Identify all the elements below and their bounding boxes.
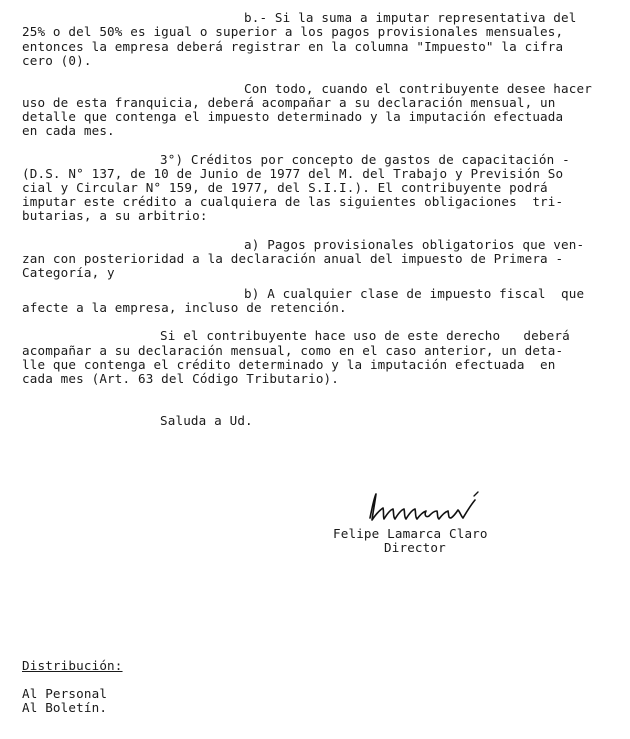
item-b-line-3: entonces la empresa deberá registrar en la columna "Impuesto" la cifra [22,39,564,54]
signatory-name: Felipe Lamarca Claro [333,526,488,541]
derecho-line-4: cada mes (Art. 63 del Código Tributario). [22,371,340,386]
item-3-line-5: butarias, a su arbitrio: [22,208,208,223]
derecho-line-1: Si el contribuyente hace uso de este derecho deberá [160,328,570,343]
item-b-line-2: 25% o del 50% es igual o superior a los pagos provisionales mensuales, [22,24,564,39]
item-a-line-3: Categoría, y [22,265,115,280]
item-a-line-1: a) Pagos provisionales obligatorios que ven- [244,237,585,252]
item-b-line-1: b.- Si la suma a imputar representativa del [244,10,577,25]
franquicia-line-4: en cada mes. [22,123,115,138]
item-b2-line-2: afecte a la empresa, incluso de retención. [22,300,347,315]
closing-salutation: Saluda a Ud. [160,413,253,428]
distribution-heading: Distribución: [22,658,123,673]
item-b-line-4: cero (0). [22,53,92,68]
item-3-line-2: (D.S. N° 137, de 10 de Junio de 1977 del M. del Trabajo y Previsión So [22,166,564,181]
franquicia-line-2: uso de esta franquicia, deberá acompañar a su declaración mensual, un [22,95,556,110]
item-3-line-1: 3°) Créditos por concepto de gastos de capacitación - [160,152,570,167]
franquicia-line-1: Con todo, cuando el contribuyente desee hacer [244,81,592,96]
derecho-line-2: acompañar a su declaración mensual, como en el caso anterior, un deta- [22,343,564,358]
distribution-item-personal: Al Personal [22,686,108,701]
item-a-line-2: zan con posterioridad a la declaración anual del impuesto de Primera - [22,251,564,266]
item-3-line-4: imputar este crédito a cualquiera de las siguientes obligaciones tri- [22,194,564,209]
signatory-title: Director [384,540,446,555]
derecho-line-3: lle que contenga el crédito determinado y la imputación efectuada en [22,357,556,372]
handwritten-signature [362,488,492,528]
distribution-item-boletin: Al Boletín. [22,700,108,715]
item-b2-line-1: b) A cualquier clase de impuesto fiscal que [244,286,585,301]
item-3-line-3: cial y Circular N° 159, de 1977, del S.I.I.). El contribuyente podrá [22,180,548,195]
franquicia-line-3: detalle que contenga el impuesto determinado y la imputación efectuada [22,109,564,124]
